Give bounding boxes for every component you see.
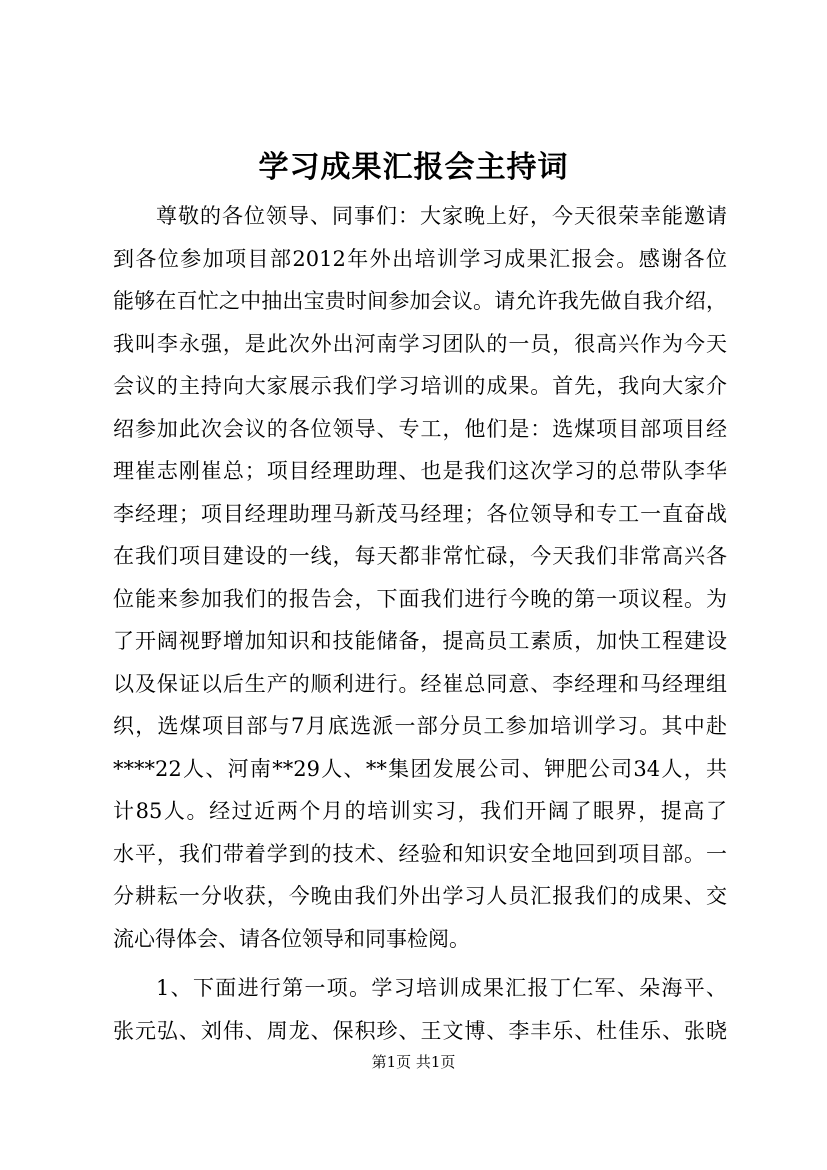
document-title: 学习成果汇报会主持词 — [258, 150, 569, 185]
text-line: 尊敬的各位领导、同事们：大家晚上好，今天很荣幸能邀请 — [156, 204, 727, 228]
text-line: 以及保证以后生产的顺利进行。经崔总同意、李经理和马经理组 — [113, 671, 727, 696]
paragraph-gap — [113, 960, 727, 967]
text-line: 能够在百忙之中抽出宝贵时间参加会议。请允许我先做自我介绍， — [113, 289, 727, 313]
document-body — [113, 195, 727, 1052]
text-line: 我叫李永强，是此次外出河南学习团队的一员，很高兴作为今天 — [113, 331, 727, 356]
paragraph-1 — [113, 195, 727, 960]
paragraph-2 — [113, 967, 727, 1052]
text-line: 李经理；项目经理助理马新茂马经理；各位领导和专工一直奋战 — [113, 501, 727, 526]
text-line: 计85人。经过近两个月的培训实习，我们开阔了眼界，提高了 — [113, 799, 727, 823]
text-line: 会议的主持向大家展示我们学习培训的成果。首先，我向大家介 — [113, 374, 727, 398]
text-line: 分耕耘一分收获，今晚由我们外出学习人员汇报我们的成果、交 — [113, 884, 727, 908]
page-footer: 第1页 共1页 — [371, 1053, 456, 1071]
text-line: 到各位参加项目部2012年外出培训学习成果汇报会。感谢各位 — [113, 246, 727, 271]
text-line: 位能来参加我们的报告会，下面我们进行今晚的第一项议程。为 — [113, 586, 727, 611]
text-line: ****22人、河南**29人、**集团发展公司、钾肥公司34人，共 — [113, 756, 727, 781]
text-line: 水平，我们带着学到的技术、经验和知识安全地回到项目部。一 — [113, 841, 727, 866]
text-line: 理崔志刚崔总；项目经理助理、也是我们这次学习的总带队李华 — [113, 459, 727, 483]
text-line: 了开阔视野增加知识和技能储备，提高员工素质，加快工程建设 — [113, 629, 727, 653]
text-line: 织，选煤项目部与7月底选派一部分员工参加培训学习。其中赴 — [113, 714, 727, 738]
text-line: 1、下面进行第一项。学习培训成果汇报丁仁军、朵海平、 — [156, 976, 727, 1000]
text-line: 流心得体会、请各位领导和同事检阅。 — [113, 926, 470, 951]
text-line: 张元弘、刘伟、周龙、保积珍、王文博、李丰乐、杜佳乐、张晓 — [113, 1018, 727, 1043]
text-line: 在我们项目建设的一线，每天都非常忙碌，今天我们非常高兴各 — [113, 544, 727, 568]
text-line: 绍参加此次会议的各位领导、专工，他们是：选煤项目部项目经 — [113, 416, 727, 441]
